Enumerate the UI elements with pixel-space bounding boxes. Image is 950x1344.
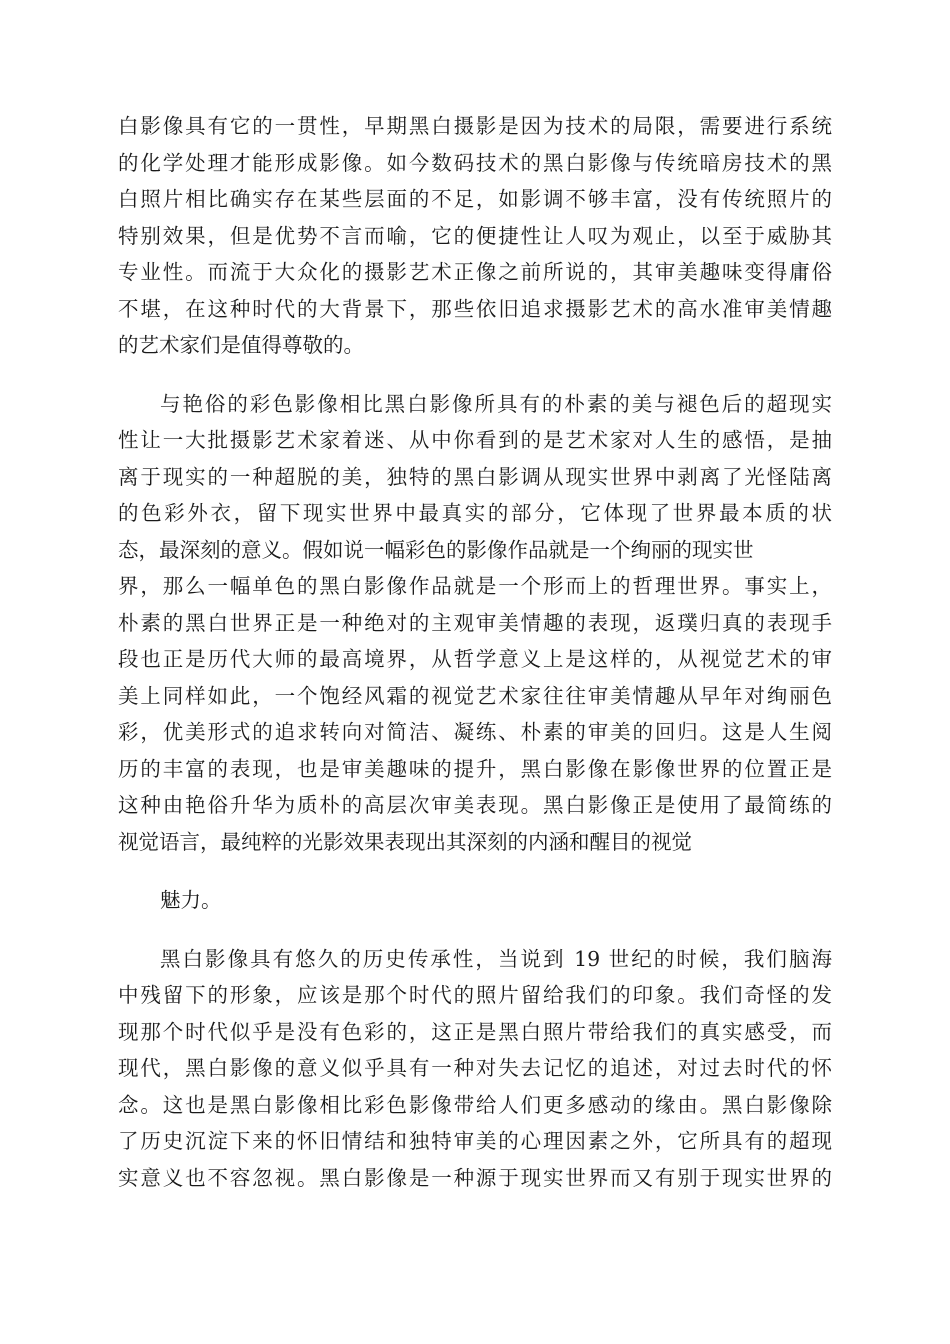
paragraph-1: [118, 108, 832, 364]
document-page: [118, 108, 832, 1196]
text-line: 不堪，在这种时代的大背景下，那些依旧追求摄影艺术的高水准审美情趣: [118, 296, 832, 321]
text-line: 视觉语言，最纯粹的光影效果表现出其深刻的内涵和醒目的视觉: [118, 829, 692, 854]
text-line: 专业性。而流于大众化的摄影艺术正像之前所说的，其审美趣味变得庸俗: [118, 260, 832, 284]
text-line: 性让一大批摄影艺术家着迷、从中你看到的是艺术家对人生的感悟，是抽: [118, 428, 832, 452]
text-line: 段也正是历代大师的最高境界，从哲学意义上是这样的，从视觉艺术的审: [118, 647, 832, 671]
paragraph-3: [118, 882, 832, 919]
text-line: 态，最深刻的意义。假如说一幅彩色的影像作品就是一个绚丽的现实世: [118, 537, 754, 562]
text-line: 与艳俗的彩色影像相比黑白影像所具有的朴素的美与褪色后的超现实: [160, 391, 832, 416]
text-line: 彩，优美形式的追求转向对简洁、凝练、朴素的审美的回归。这是人生阅: [118, 720, 832, 744]
text-line: 中残留下的形象，应该是那个时代的照片留给我们的印象。我们奇怪的发: [118, 983, 832, 1007]
text-line: 特别效果，但是优势不言而喻，它的便捷性让人叹为观止，以至于威胁其: [118, 223, 832, 248]
text-line: 现代，黑白影像的意义似乎具有一种对失去记忆的追述，对过去时代的怀: [118, 1056, 832, 1080]
text-line: 白照片相比确实存在某些层面的不足，如影调不够丰富，没有传统照片的: [118, 187, 832, 211]
text-line: 朴素的黑白世界正是一种绝对的主观审美情趣的表现，返璞归真的表现手: [118, 610, 832, 635]
paragraph-spacer: [118, 919, 832, 941]
paragraph-2: [118, 386, 832, 861]
text-line: 白影像具有它的一贯性，早期黑白摄影是因为技术的局限，需要进行系统: [118, 114, 832, 138]
text-line: 的艺术家们是值得尊敬的。: [118, 333, 364, 357]
paragraph-spacer: [118, 860, 832, 882]
paragraph-4: [118, 941, 832, 1197]
text-line: 实意义也不容忽视。黑白影像是一种源于现实世界而又有别于现实世界的: [118, 1165, 832, 1190]
text-line: 的色彩外衣，留下现实世界中最真实的部分，它体现了世界最本质的状: [118, 501, 832, 525]
text-line: 了历史沉淀下来的怀旧情结和独特审美的心理因素之外，它所具有的超现: [118, 1129, 832, 1153]
text-line: 黑白影像具有悠久的历史传承性，当说到 19 世纪的时候，我们脑海: [160, 946, 832, 971]
text-line: 这种由艳俗升华为质朴的高层次审美表现。黑白影像正是使用了最简练的: [118, 793, 832, 817]
text-line: 美上同样如此，一个饱经风霜的视觉艺术家往往审美情趣从早年对绚丽色: [118, 683, 832, 708]
text-line: 魅力。: [160, 888, 222, 912]
text-line: 离于现实的一种超脱的美，独特的黑白影调从现实世界中剥离了光怪陆离: [118, 464, 832, 489]
text-line: 念。这也是黑白影像相比彩色影像带给人们更多感动的缘由。黑白影像除: [118, 1092, 832, 1117]
text-line: 现那个时代似乎是没有色彩的，这正是黑白照片带给我们的真实感受，而: [118, 1019, 832, 1044]
text-line: 的化学处理才能形成影像。如今数码技术的黑白影像与传统暗房技术的黑: [118, 150, 832, 175]
paragraph-spacer: [118, 364, 832, 386]
text-line: 界，那么一幅单色的黑白影像作品就是一个形而上的哲理世界。事实上，: [118, 574, 832, 598]
text-line: 历的丰富的表现，也是审美趣味的提升，黑白影像在影像世界的位置正是: [118, 756, 832, 781]
